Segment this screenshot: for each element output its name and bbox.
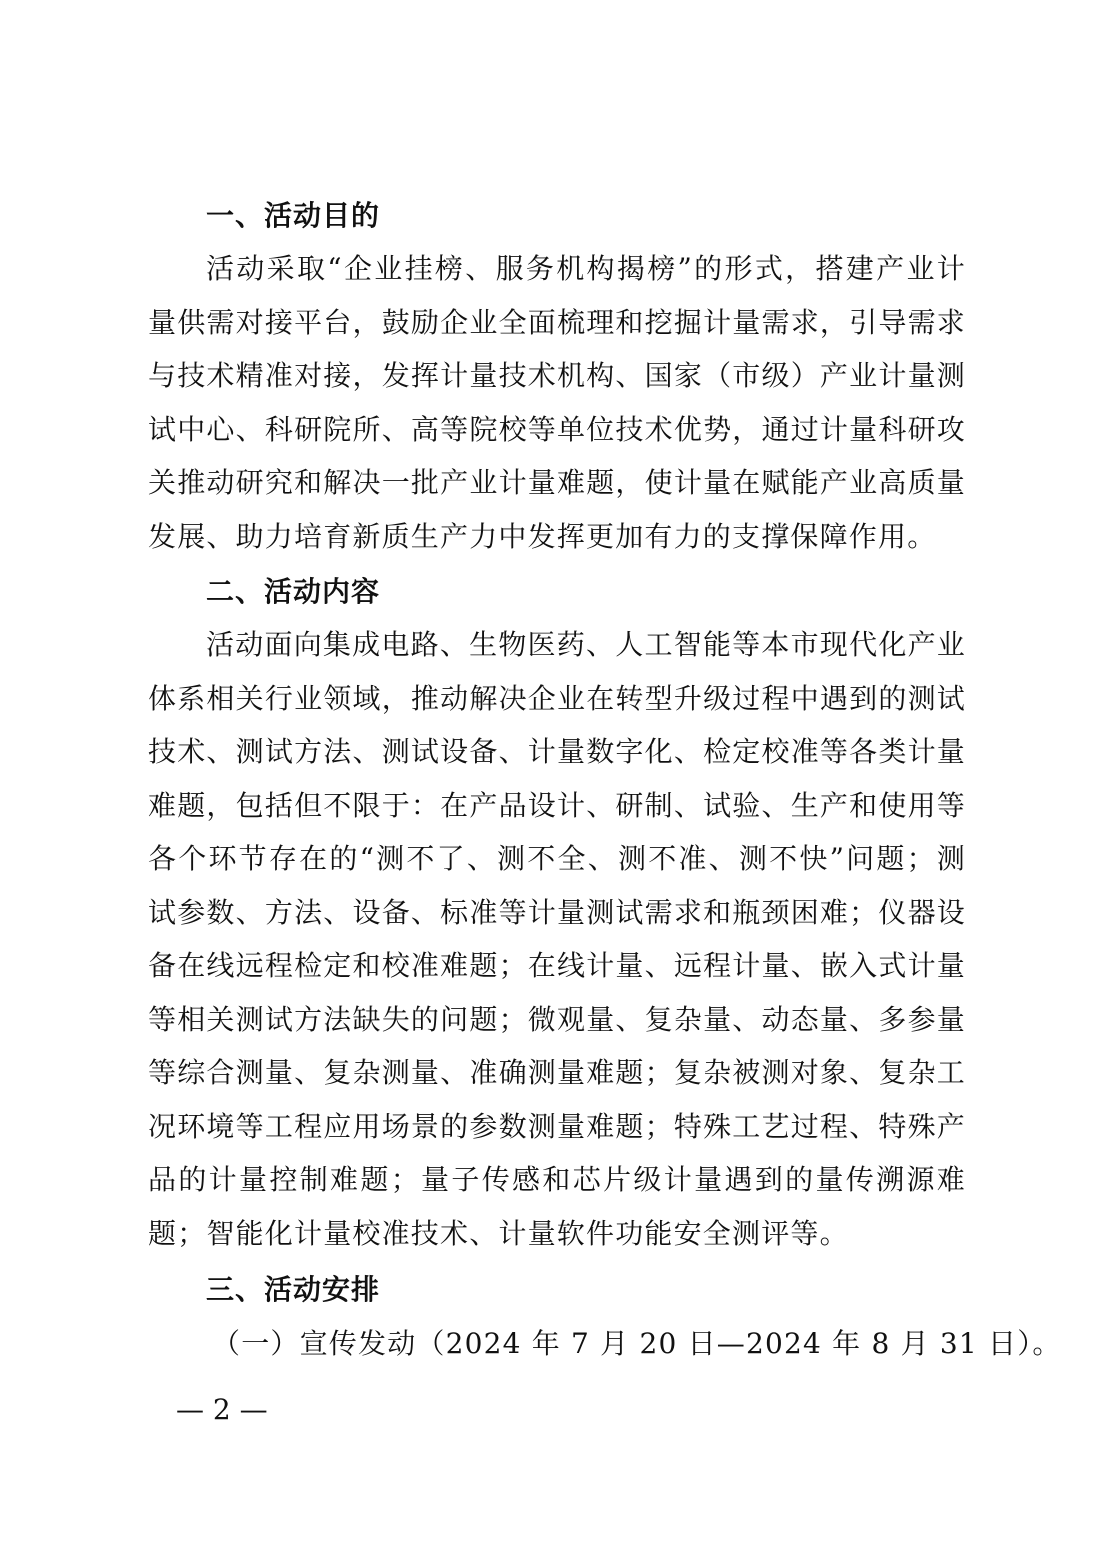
section-body-content: 活动面向集成电路、生物医药、人工智能等本市现代化产业体系相关行业领域，推动解决企业在转型升级过程中遇到的测试技术、测试方法、测试设备、计量数字化、检定校准等各类计量难题，包括但不限于：在产品设计、研制、试验、生产和使用等各个环节存在的“测不了、测不全、测不准、测不快”问题；测试参数、方法、设备、标准等计量测试需求和瓶颈困难；仪器设备在线远程检定和校准难题；在线计量、远程计量、嵌入式计量等相关测试方法缺失的问题；微观量、复杂量、动态量、多参量等综合测量、复杂测量、准确测量难题；复杂被测对象、复杂工况环境等工程应用场景的参数测量难题；特殊工艺过程、特殊产品的计量控制难题；量子传感和芯片级计量遇到的量传溯源难题；智能化计量校准技术、计量软件功能安全测评等。: [148, 628, 966, 1250]
section-heading-content: 二、活动内容: [206, 575, 381, 608]
section-heading-purpose: 一、活动目的: [206, 199, 381, 232]
arrangement-step-1: （一）宣传发动（2024 年 7 月 20 日—2024 年 8 月 31 日）。: [212, 1327, 1062, 1360]
page-number: — 2 —: [176, 1393, 268, 1426]
section-body-purpose: 活动采取“企业挂榜、服务机构揭榜”的形式，搭建产业计量供需对接平台，鼓励企业全面梳理和挖掘计量需求，引导需求与技术精准对接，发挥计量技术机构、国家（市级）产业计量测试中心、科研院所、高等院校等单位技术优势，通过计量科研攻关推动研究和解决一批产业计量难题，使计量在赋能产业高质量发展、助力培育新质生产力中发挥更加有力的支撑保障作用。: [148, 252, 966, 553]
section-heading-arrangement: 三、活动安排: [206, 1273, 381, 1306]
